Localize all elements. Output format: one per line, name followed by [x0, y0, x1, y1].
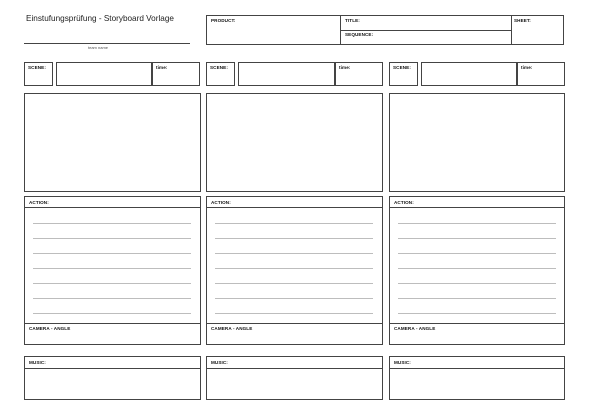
music-header-divider — [390, 368, 564, 369]
camera-angle-label: CAMERA - ANGLE — [394, 326, 436, 331]
music-section[interactable] — [206, 356, 383, 400]
writing-line — [33, 253, 191, 254]
scene-label: SCENE: — [28, 65, 46, 70]
divider — [511, 16, 512, 44]
storyboard-frame[interactable] — [206, 93, 383, 192]
writing-line — [398, 313, 556, 314]
writing-line — [398, 253, 556, 254]
action-header-divider — [25, 207, 200, 208]
music-section[interactable] — [24, 356, 201, 400]
team-name-line[interactable] — [24, 43, 190, 44]
team-name-caption: team name — [88, 45, 109, 50]
writing-line — [215, 283, 373, 284]
storyboard-frame[interactable] — [24, 93, 201, 192]
writing-line — [398, 223, 556, 224]
camera-divider — [25, 323, 200, 324]
header-info-table — [206, 15, 564, 45]
scene-description-field[interactable] — [421, 62, 517, 86]
action-header-divider — [207, 207, 382, 208]
writing-line — [215, 313, 373, 314]
writing-line — [33, 283, 191, 284]
storyboard-frame[interactable] — [389, 93, 565, 192]
writing-line — [398, 283, 556, 284]
camera-angle-label: CAMERA - ANGLE — [211, 326, 253, 331]
writing-line — [33, 298, 191, 299]
action-header-divider — [390, 207, 564, 208]
writing-line — [33, 223, 191, 224]
writing-line — [215, 268, 373, 269]
scene-field[interactable] — [389, 62, 418, 86]
document-title: Einstufungsprüfung - Storyboard Vorlage — [26, 14, 174, 23]
scene-description-field[interactable] — [238, 62, 335, 86]
music-label: MUSIC: — [211, 360, 228, 365]
writing-line — [398, 298, 556, 299]
time-field[interactable] — [517, 62, 565, 86]
music-header-divider — [25, 368, 200, 369]
camera-angle-label: CAMERA - ANGLE — [29, 326, 71, 331]
writing-line — [398, 238, 556, 239]
writing-line — [33, 268, 191, 269]
time-field[interactable] — [152, 62, 200, 86]
action-section[interactable] — [206, 196, 383, 345]
music-header-divider — [207, 368, 382, 369]
writing-line — [215, 223, 373, 224]
action-label: ACTION: — [29, 200, 49, 205]
scene-description-field[interactable] — [56, 62, 152, 86]
camera-divider — [207, 323, 382, 324]
scene-field[interactable] — [24, 62, 53, 86]
sheet-label: SHEET: — [514, 18, 531, 23]
sequence-label: SEQUENCE: — [345, 32, 374, 37]
camera-divider — [390, 323, 564, 324]
writing-line — [33, 313, 191, 314]
scene-label: SCENE: — [393, 65, 411, 70]
action-label: ACTION: — [211, 200, 231, 205]
writing-line — [215, 298, 373, 299]
title-label: TITLE: — [345, 18, 360, 23]
writing-line — [398, 268, 556, 269]
writing-line — [215, 238, 373, 239]
action-section[interactable] — [389, 196, 565, 345]
title-sequence-divider — [340, 30, 511, 31]
scene-label: SCENE: — [210, 65, 228, 70]
time-label: time: — [156, 65, 168, 70]
time-field[interactable] — [335, 62, 383, 86]
time-label: time: — [339, 65, 351, 70]
product-label: PRODUCT: — [211, 18, 236, 23]
action-label: ACTION: — [394, 200, 414, 205]
music-section[interactable] — [389, 356, 565, 400]
writing-line — [33, 238, 191, 239]
time-label: time: — [521, 65, 533, 70]
scene-field[interactable] — [206, 62, 235, 86]
action-section[interactable] — [24, 196, 201, 345]
music-label: MUSIC: — [394, 360, 411, 365]
writing-line — [215, 253, 373, 254]
music-label: MUSIC: — [29, 360, 46, 365]
